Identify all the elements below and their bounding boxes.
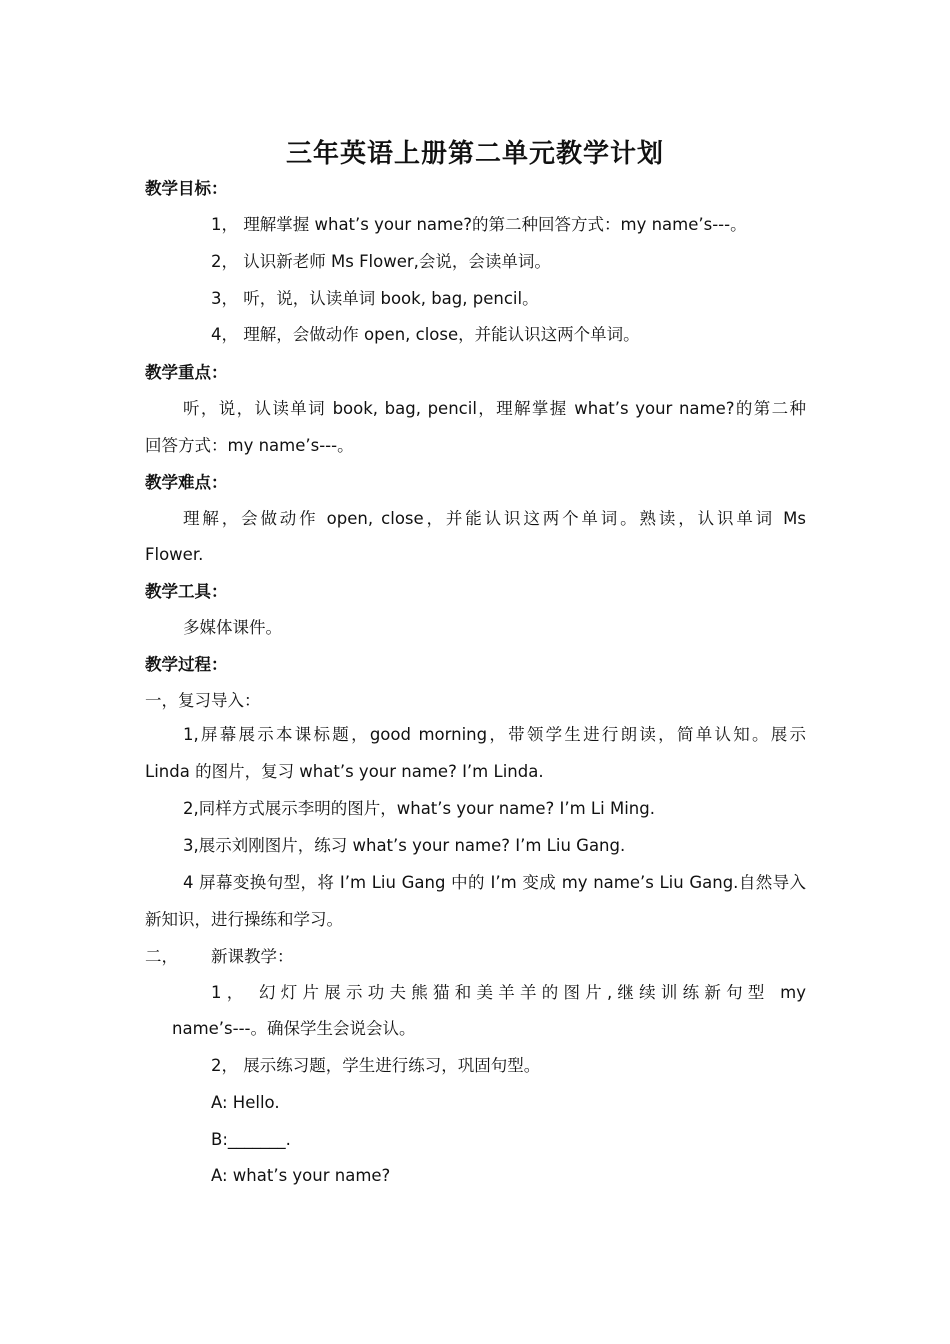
new-lesson-item: 2， 展示练习题，学生进行练习，巩固句型。: [211, 1056, 541, 1075]
key-points-text: 回答方式：my name’s---。: [145, 436, 354, 455]
dialogue-line: B:_______.: [211, 1130, 291, 1149]
new-lesson-number: 二，: [145, 947, 178, 966]
review-paragraph: 新知识，进行操练和学习。: [145, 910, 343, 929]
review-heading: 一，复习导入：: [145, 691, 261, 710]
difficulties-heading: 教学难点：: [145, 473, 228, 492]
new-lesson-item: name’s---。确保学生会说会认。: [172, 1019, 416, 1038]
review-paragraph: 3,展示刘刚图片，练习 what’s your name? I’m Liu Gang.: [183, 836, 626, 855]
key-points-text: 听，说，认读单词 book, bag, pencil，理解掌握 what’s your name?的第二种: [183, 399, 806, 418]
dialogue-line: A: Hello.: [211, 1093, 280, 1112]
tools-heading: 教学工具：: [145, 582, 228, 601]
review-paragraph: 2,同样方式展示李明的图片，what’s your name? I’m Li Ming.: [183, 799, 655, 818]
objectives-heading: 教学目标：: [145, 179, 228, 198]
new-lesson-item: 1， 幻灯片展示功夫熊猫和美羊羊的图片,继续训练新句型 my: [211, 983, 806, 1002]
process-heading: 教学过程：: [145, 655, 228, 674]
dialogue-line: A: what’s your name?: [211, 1166, 391, 1185]
objective-item: 4， 理解，会做动作 open, close，并能认识这两个单词。: [211, 325, 640, 344]
review-paragraph: 1,屏幕展示本课标题，good morning，带领学生进行朗读，简单认知。展示: [183, 725, 806, 744]
objective-item: 3， 听，说，认读单词 book, bag, pencil。: [211, 289, 539, 308]
objective-item: 2， 认识新老师 Ms Flower,会说，会读单词。: [211, 252, 551, 271]
difficulties-text: Flower.: [145, 545, 204, 564]
key-points-heading: 教学重点：: [145, 363, 228, 382]
review-paragraph: Linda 的图片，复习 what’s your name? I’m Linda.: [145, 762, 544, 781]
document-title: 三年英语上册第二单元教学计划: [285, 139, 664, 169]
new-lesson-heading: 新课教学：: [211, 947, 294, 966]
difficulties-text: 理解，会做动作 open, close，并能认识这两个单词。熟读，认识单词 Ms: [183, 509, 806, 528]
review-paragraph: 4 屏幕变换句型，将 I’m Liu Gang 中的 I’m 变成 my name’s Liu Gang.自然导入: [183, 873, 806, 892]
objective-item: 1， 理解掌握 what’s your name?的第二种回答方式：my name’s---。: [211, 215, 747, 234]
tools-text: 多媒体课件。: [183, 618, 282, 637]
